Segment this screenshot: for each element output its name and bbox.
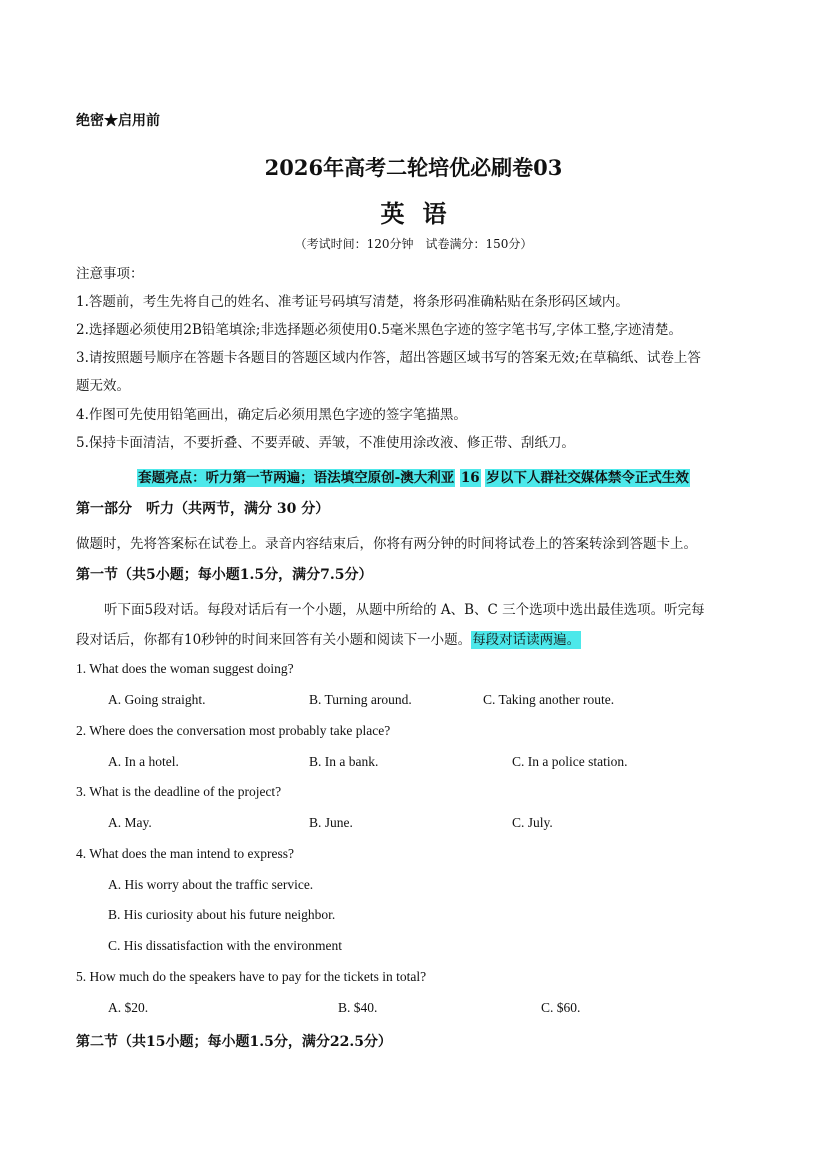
option-a: A. His worry about the traffic service. (108, 877, 314, 892)
section1-instruction: 听下面5段对话。每段对话后有一个小题，从题中所给的 A、B、C 三个选项中选出最佳选项。听完每 (104, 602, 705, 618)
highlight-text: 岁以下人群社交媒体禁令正式生效 (486, 470, 689, 486)
question-1: 1. What does the woman suggest doing? (76, 661, 294, 676)
part1-heading: 第一部分 听力（共两节，满分 30 分） (76, 501, 330, 517)
part1-instruction: 做题时，先将答案标在试卷上。录音内容结束后，你将有两分钟的时间将试卷上的答案转涂到答题卡上。 (76, 536, 697, 552)
highlight-number: 16 (460, 470, 480, 486)
option-a: A. $20. (108, 1000, 149, 1015)
highlight-text: 套题亮点：听力第一节两遍；语法填空原创-澳大利亚 (138, 470, 455, 486)
option-c: C. $60. (541, 1000, 581, 1015)
notice-item: 3.请按照题号顺序在答题卡各题目的答题区域内作答，超出答题区域书写的答案无效;在草稿纸、试卷上答 (76, 350, 701, 366)
exam-meta: （考试时间：120分钟 试卷满分：150分） (294, 237, 533, 251)
exam-title: 2026年高考二轮培优必刷卷03 (264, 155, 563, 180)
option-b: B. His curiosity about his future neighbor. (108, 907, 336, 922)
option-b: B. In a bank. (309, 754, 379, 769)
section1-instruction-text: 段对话后，你都有10秒钟的时间来回答有关小题和阅读下一小题。 (76, 632, 472, 648)
option-a: A. Going straight. (108, 692, 206, 707)
option-c: C. His dissatisfaction with the environment (108, 938, 342, 953)
set-highlights (0, 466, 827, 486)
exam-subject: 英语 (380, 199, 465, 228)
section1-instruction-cont (76, 628, 581, 648)
option-b: B. Turning around. (309, 692, 412, 707)
option-b: B. $40. (338, 1000, 378, 1015)
option-b: B. June. (309, 815, 353, 830)
question-4: 4. What does the man intend to express? (76, 846, 294, 861)
option-a: A. May. (108, 815, 152, 830)
question-2: 2. Where does the conversation most probably take place? (76, 723, 391, 738)
notice-item: 1.答题前，考生先将自己的姓名、准考证号码填写清楚，将条形码准确粘贴在条形码区域内。 (76, 294, 629, 310)
question-5: 5. How much do the speakers have to pay for the tickets in total? (76, 969, 427, 984)
notice-heading: 注意事项： (76, 266, 144, 282)
notice-item: 4.作图可先使用铅笔画出，确定后必须用黑色字迹的签字笔描黑。 (76, 407, 467, 423)
option-c: C. Taking another route. (483, 692, 615, 707)
notice-item: 题无效。 (76, 378, 130, 394)
confidential-label: 绝密★启用前 (76, 113, 160, 129)
notice-item: 5.保持卡面清洁，不要折叠、不要弄破、弄皱，不准使用涂改液、修正带、刮纸刀。 (76, 435, 575, 451)
question-3: 3. What is the deadline of the project? (76, 784, 282, 799)
option-c: C. July. (512, 815, 553, 830)
read-twice-highlight: 每段对话读两遍。 (472, 632, 581, 648)
section2-heading: 第二节（共15小题；每小题1.5分，满分22.5分） (76, 1034, 392, 1050)
section1-heading: 第一节（共5小题；每小题1.5分，满分7.5分） (76, 567, 373, 583)
notice-item: 2.选择题必须使用2B铅笔填涂;非选择题必须使用0.5毫米黑色字迹的签字笔书写,字体工整,字迹清楚。 (76, 322, 682, 338)
option-a: A. In a hotel. (108, 754, 179, 769)
option-c: C. In a police station. (512, 754, 628, 769)
